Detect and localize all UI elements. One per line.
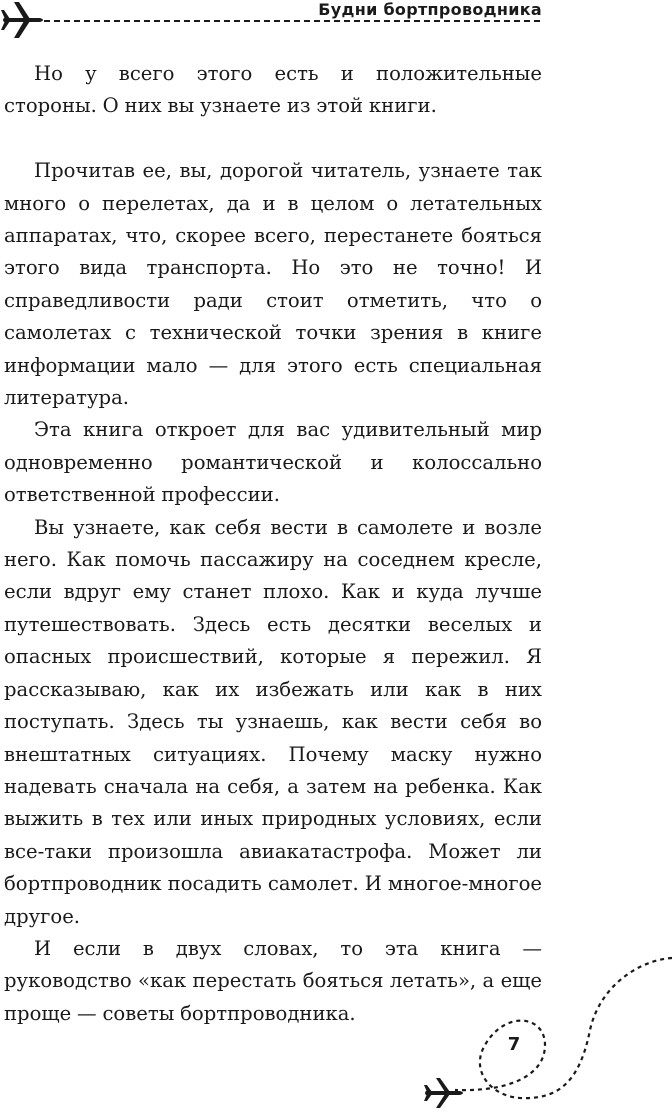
dashed-flight-path <box>455 958 672 1098</box>
paragraph: Прочитав ее, вы, дорогой читатель, узнаете так много о перелетах, да и в целом о летательных аппаратах, что, скорее всего, перестанете бояться этого вида транспорта. Но это не точно! И справедливости ради стоит отметить, что о самолетах с технической точки зрения в книге информации мало — для этого есть специальная литература. <box>4 159 542 410</box>
running-title: Будни бортпроводника <box>318 0 542 19</box>
paragraph: Эта книга откроет для вас удивительный мир одновременно романтической и колоссально ответственной профессии. <box>4 418 542 507</box>
paragraph: Вы узнаете, как себя вести в самолете и возле него. Как помочь пассажиру на соседнем кресле, если вдруг ему станет плохо. Как и куда лучше путешествовать. Здесь есть десятки веселых и опасных происшествий, которые я пережил. Я рассказываю, как их избежать или как в них поступать. Здесь ты узнаешь, как вести себя во внештатных ситуациях. Почему маску нужно надевать сначала на себя, а затем на ребенка. Как выжить в тех или иных природных условиях, если все-таки произошла авиакатастрофа. Может ли бортпроводник посадить самолет. И многое-многое другое. <box>4 515 542 928</box>
page-number: 7 <box>507 1034 521 1055</box>
paragraph: И если в двух словах, то эта книга — руководство «как перестать бояться летать», а еще проще — советы бортпроводника. <box>4 936 542 1025</box>
airplane-icon <box>424 1078 463 1108</box>
paragraph: Но у всего этого есть и положительные стороны. О них вы узнаете из этой книги. <box>4 62 542 118</box>
